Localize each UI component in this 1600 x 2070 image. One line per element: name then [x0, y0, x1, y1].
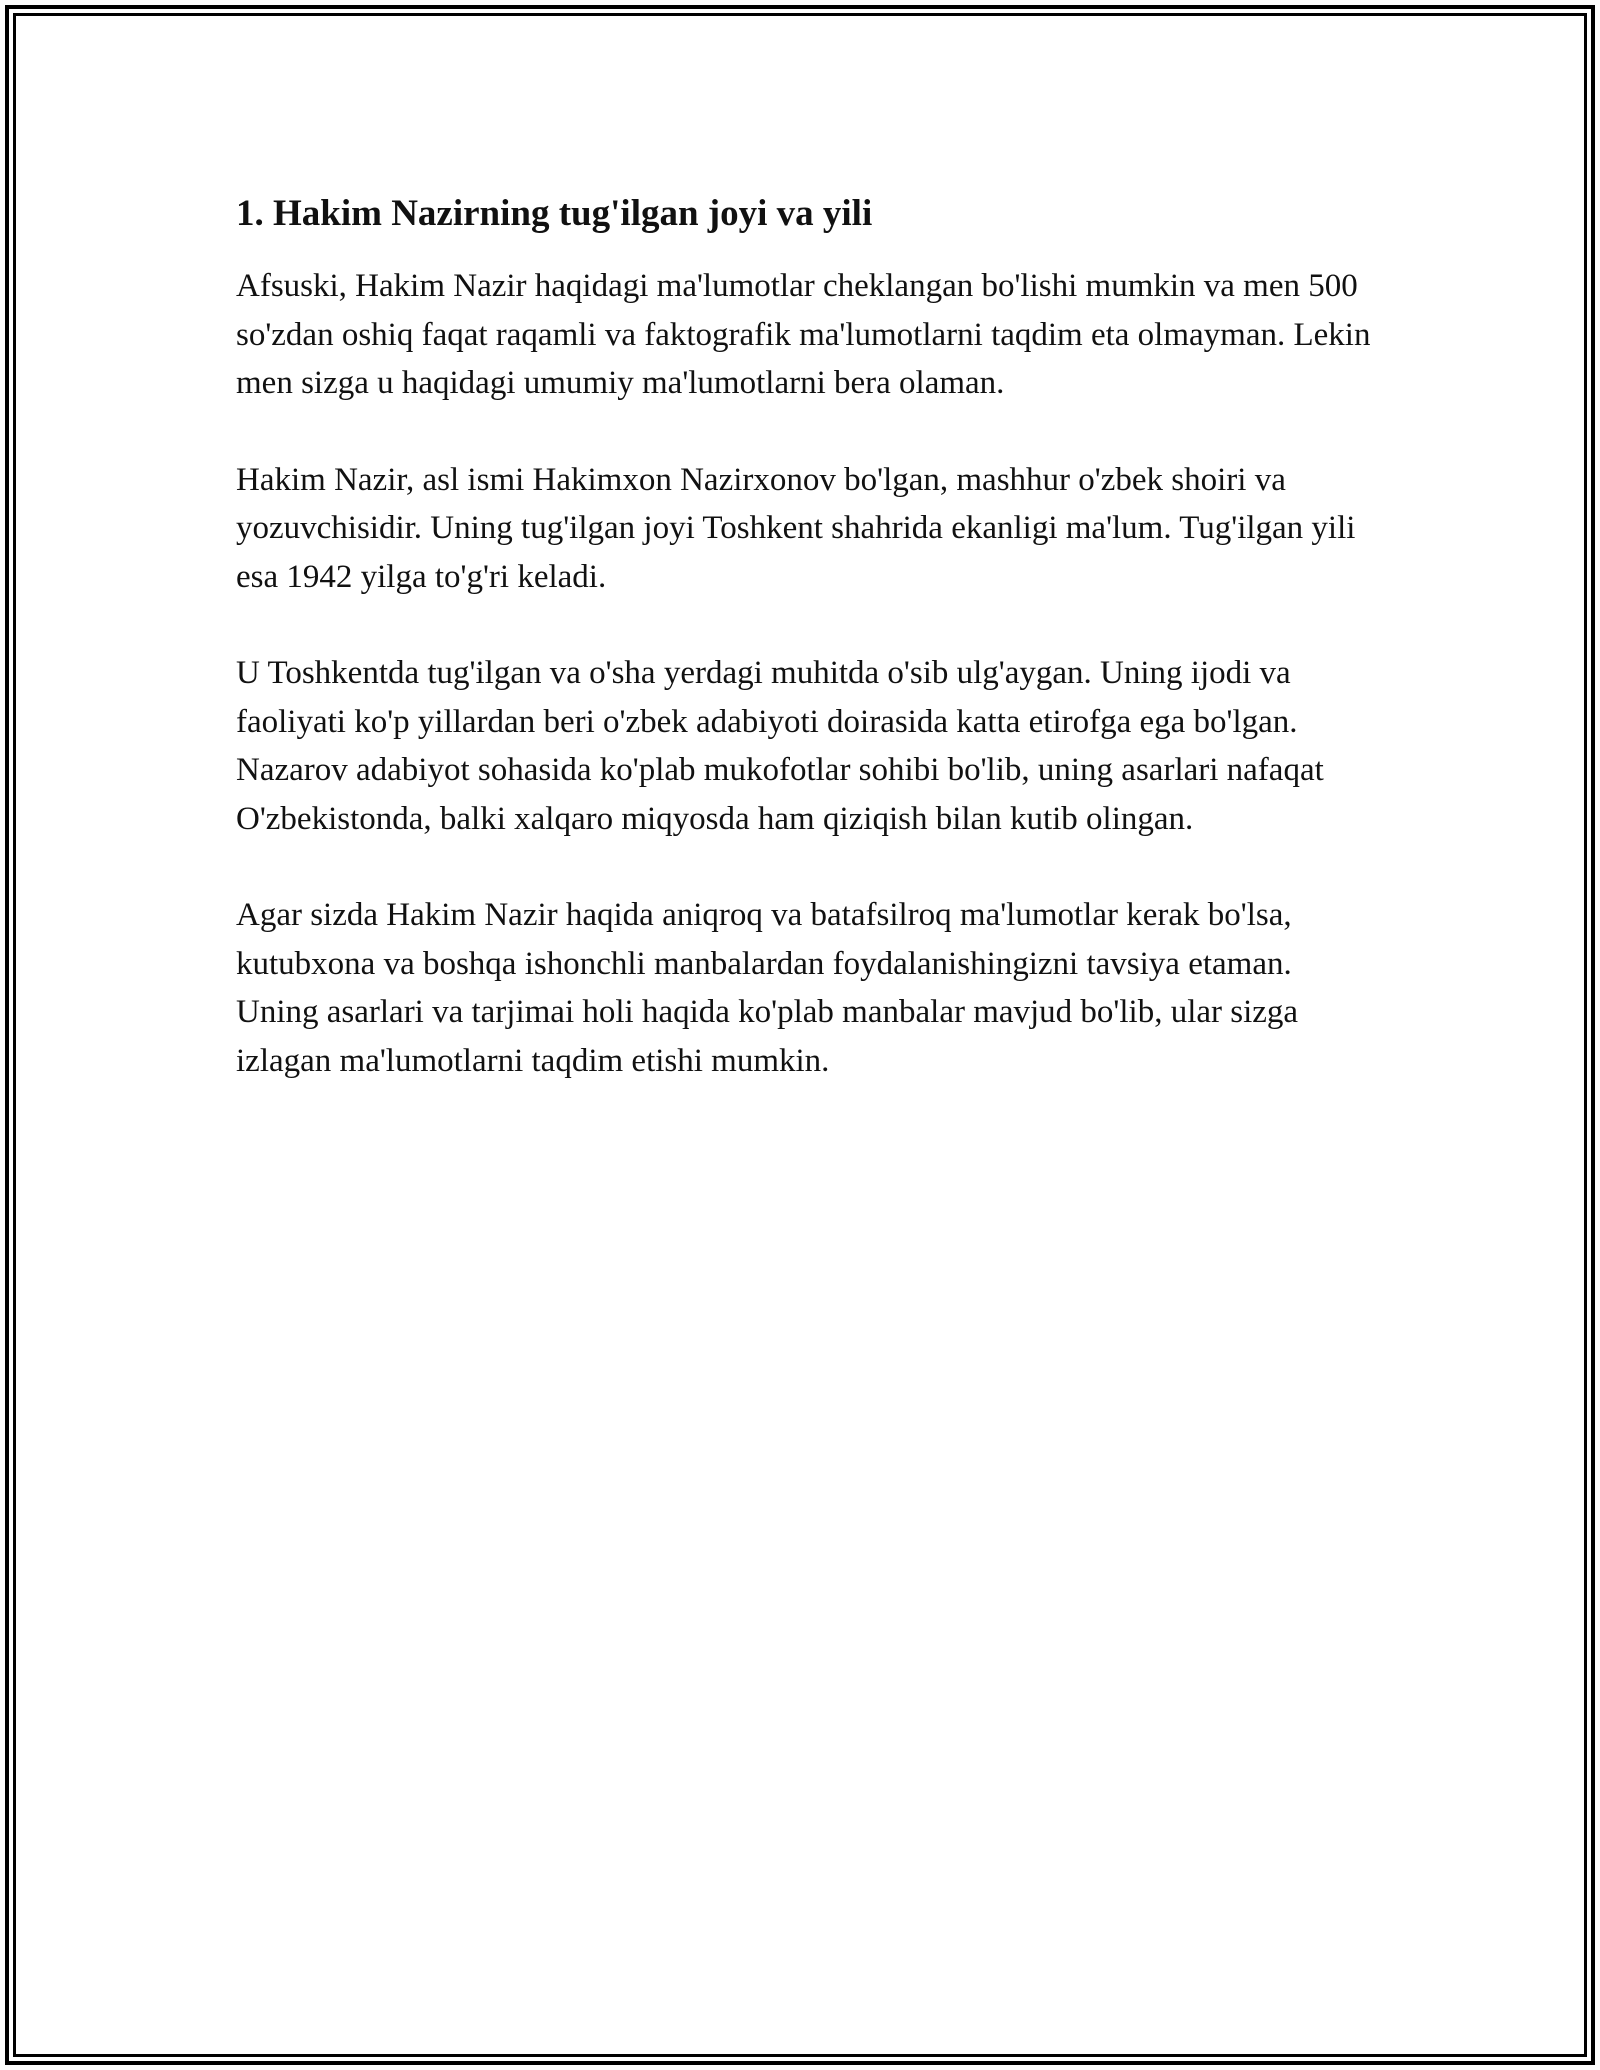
- section-heading: 1. Hakim Nazirning tug'ilgan joyi va yili: [236, 193, 873, 234]
- paragraph-4: Agar sizda Hakim Nazir haqida aniqroq va batafsilroq ma'lumotlar kerak bo'lsa, kutubxona va boshqa ishonchli manbalardan foydalanishingizni tavsiya etaman. Uning asarlari va tarjimai holi haqida ko'plab manbalar mavjud bo'lib, ular sizga izlagan ma'lumotlarni taqdim etishi mumkin.: [236, 897, 1299, 1079]
- document-body: [236, 186, 1376, 1133]
- paragraph-3: U Toshkentda tug'ilgan va o'sha yerdagi muhitda o'sib ulg'aygan. Uning ijodi va faoliyati ko'p yillardan beri o'zbek adabiyoti doirasida katta etirofga ega bo'lgan. Nazarov adabiyot sohasida ko'plab mukofotlar sohibi bo'lib, uning asarlari nafaqat O'zbekistonda, balki xalqaro miqyosda ham qiziqish bilan kutib olingan.: [236, 655, 1324, 837]
- paragraph-1: Afsuski, Hakim Nazir haqidagi ma'lumotlar cheklangan bo'lishi mumkin va men 500 so'zdan oshiq faqat raqamli va faktografik ma'lumotlarni taqdim eta olmayman. Lekin men sizga u haqidagi umumiy ma'lumotlarni bera olaman.: [236, 268, 1371, 401]
- paragraph-2: Hakim Nazir, asl ismi Hakimxon Nazirxonov bo'lgan, mashhur o'zbek shoiri va yozuvchisidir. Uning tug'ilgan joyi Toshkent shahrida ekanligi ma'lum. Tug'ilgan yili esa 1942 yilga to'g'ri keladi.: [236, 461, 1356, 595]
